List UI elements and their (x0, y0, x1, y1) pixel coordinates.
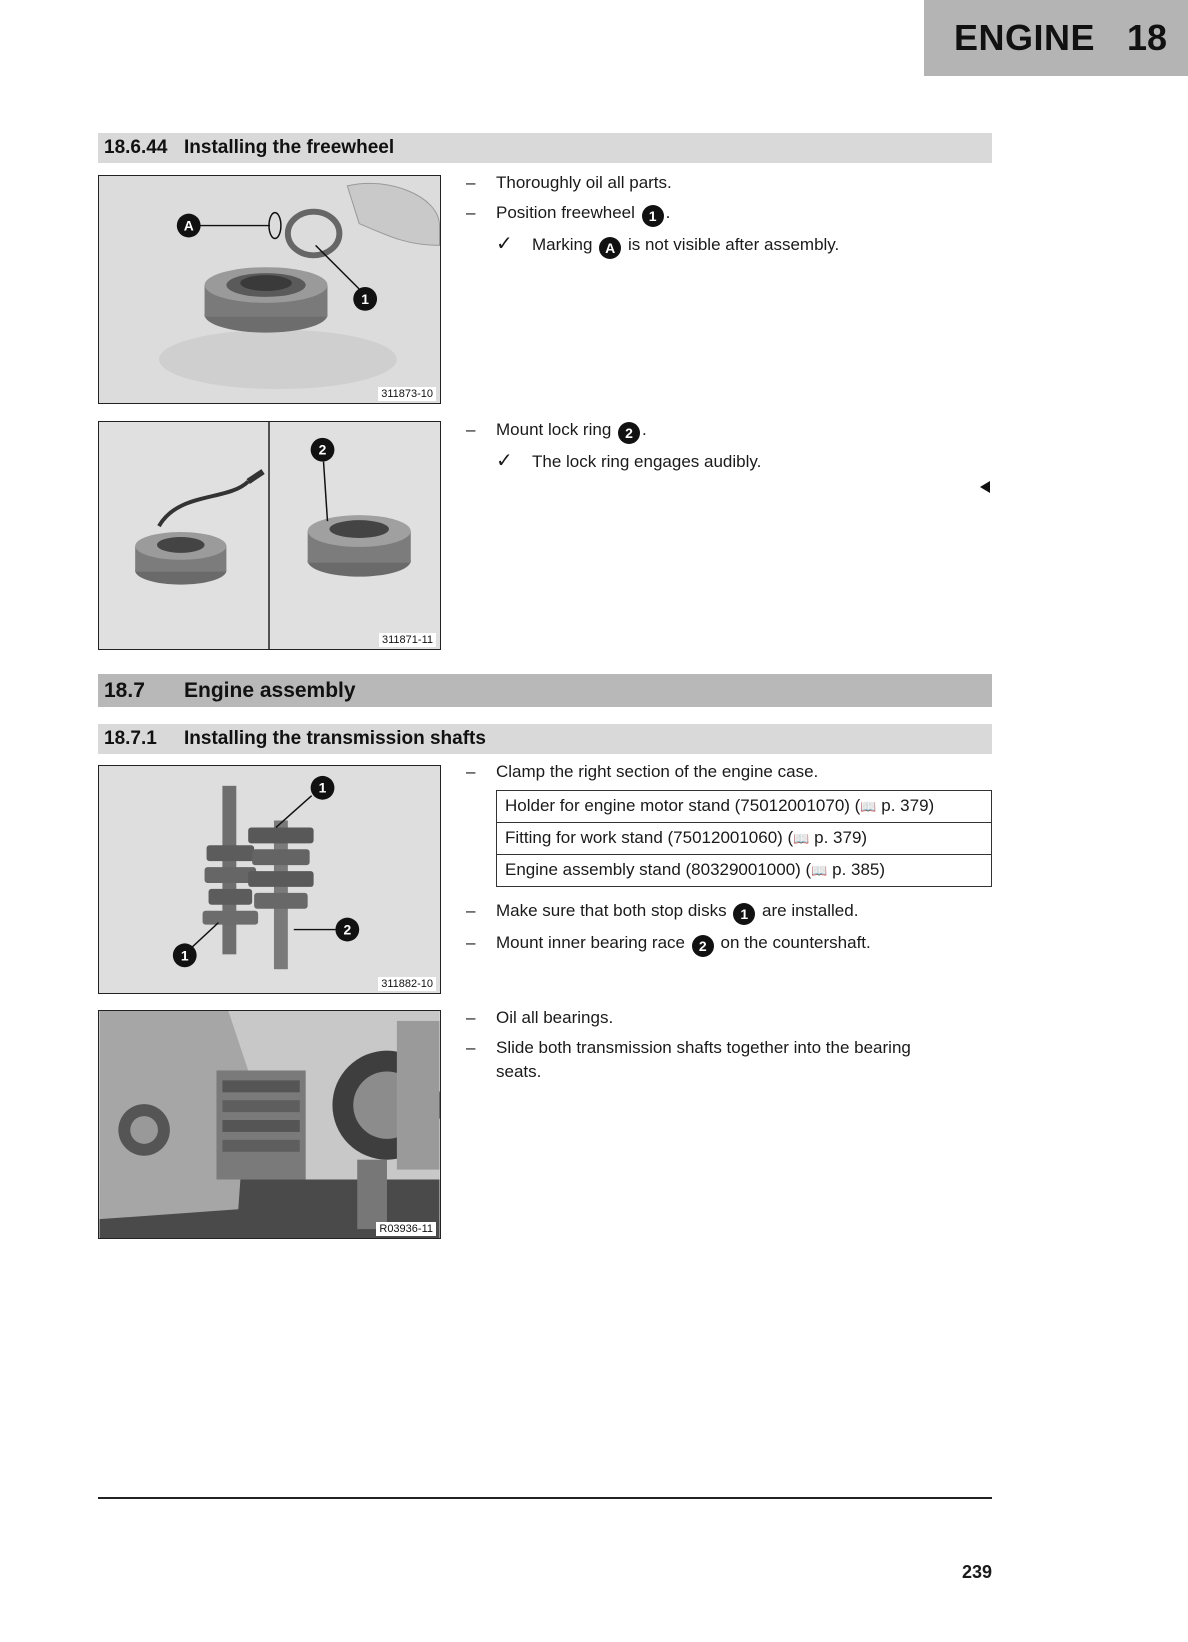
book-icon: 📖 (811, 863, 828, 878)
photo-engine-case (98, 1010, 441, 1239)
section-number: 18.7.1 (104, 728, 157, 749)
step-text (496, 931, 871, 957)
dash: – (466, 203, 476, 222)
step-text (496, 201, 670, 227)
freewheel-illustration (99, 176, 440, 403)
table-cell (497, 791, 992, 823)
steps-freewheel (466, 171, 996, 265)
marker-2: 2 (318, 441, 327, 458)
photo-lock-ring (98, 421, 441, 650)
page-ref-link[interactable]: p. 379) (881, 796, 935, 815)
lock-ring-illustration (99, 422, 440, 649)
chapter-number: 18 (1127, 17, 1168, 58)
result-text: The lock ring engages audibly. (532, 452, 762, 471)
marker-bullet: 2 (618, 422, 640, 444)
result-text (532, 233, 839, 259)
step-text: Oil all bearings. (496, 1008, 614, 1027)
chapter-word: ENGINE (954, 17, 1096, 58)
dash: – (466, 901, 476, 920)
marker-bullet: 2 (692, 935, 714, 957)
book-icon: 📖 (793, 831, 810, 846)
step-item (466, 1036, 996, 1084)
dash: – (466, 173, 476, 192)
step-text (496, 418, 647, 444)
photo-caption: R03936-11 (376, 1222, 436, 1236)
marker-2: 2 (343, 921, 352, 938)
marker-bullet: A (599, 237, 621, 259)
engine-case-illustration (99, 1011, 440, 1238)
tool-name: Engine assembly stand (80329001000) ( (505, 860, 812, 879)
dash: – (466, 933, 476, 952)
period: . (665, 203, 671, 222)
section-title: Installing the transmission shafts (184, 728, 486, 749)
tool-name: Holder for engine motor stand (75012001070) ( (505, 796, 861, 815)
section-number: 18.6.44 (104, 137, 168, 158)
step-item (466, 201, 996, 227)
step-text: Slide both transmission shafts together into the bearing seats. (496, 1038, 911, 1081)
photo-caption: 311873-10 (378, 387, 436, 401)
end-of-section-icon (980, 481, 990, 493)
check-icon: ✓ (496, 450, 513, 472)
step-item (466, 418, 996, 444)
section-header-assembly (98, 674, 992, 707)
marker-1-top: 1 (318, 779, 327, 796)
step-text-post: are installed. (762, 901, 859, 920)
photo-caption: 311871-11 (379, 633, 436, 647)
tools-table (496, 790, 992, 887)
step-text-pre: Position freewheel (496, 203, 635, 222)
marker-bullet: 1 (642, 205, 664, 227)
section-header-freewheel (98, 133, 992, 163)
steps-shafts (466, 760, 996, 963)
step-text-pre: Mount inner bearing race (496, 933, 686, 952)
marker-a: A (183, 217, 194, 234)
section-number: 18.7 (104, 678, 145, 702)
photo-caption: 311882-10 (378, 977, 436, 991)
tool-name: Fitting for work stand (75012001060) ( (505, 828, 794, 847)
step-text-pre: Make sure that both stop disks (496, 901, 727, 920)
check-icon: ✓ (496, 233, 513, 255)
section-title: Engine assembly (184, 678, 356, 702)
result-item (496, 233, 996, 259)
step-text: Thoroughly oil all parts. (496, 173, 672, 192)
dash: – (466, 1008, 476, 1027)
transmission-shafts-illustration (99, 766, 440, 993)
marker-bullet: 1 (733, 903, 755, 925)
photo-transmission-shafts (98, 765, 441, 994)
step-text-pre: Mount lock ring (496, 420, 612, 439)
result-text-pre: Marking (532, 235, 593, 254)
step-text-post: on the countershaft. (720, 933, 871, 952)
chapter-tab (924, 0, 1188, 76)
marker-1: 1 (361, 290, 370, 307)
dash: – (466, 420, 476, 439)
page-ref-link[interactable]: p. 379) (814, 828, 868, 847)
steps-bearings (466, 1006, 996, 1090)
result-text-post: is not visible after assembly. (627, 235, 840, 254)
step-item (466, 931, 996, 957)
step-item (466, 899, 996, 925)
steps-lock-ring (466, 418, 996, 480)
section-title: Installing the freewheel (184, 137, 395, 158)
step-text (496, 899, 858, 925)
table-row (497, 855, 992, 887)
table-cell (497, 823, 992, 855)
table-cell (497, 855, 992, 887)
book-icon: 📖 (860, 799, 877, 814)
section-header-shafts (98, 724, 992, 754)
step-item (466, 1006, 996, 1030)
dash: – (466, 762, 476, 781)
page-number: 239 (961, 1562, 992, 1582)
table-row (497, 823, 992, 855)
page-ref-link[interactable]: p. 385) (832, 860, 886, 879)
period: . (642, 420, 647, 439)
result-item (496, 450, 996, 474)
photo-freewheel-position (98, 175, 441, 404)
marker-1-bottom: 1 (180, 947, 189, 964)
table-row (497, 791, 992, 823)
step-text: Clamp the right section of the engine case. (496, 762, 819, 781)
step-item (466, 760, 996, 784)
footer-rule (98, 1497, 992, 1499)
dash: – (466, 1038, 476, 1057)
step-item (466, 171, 996, 195)
